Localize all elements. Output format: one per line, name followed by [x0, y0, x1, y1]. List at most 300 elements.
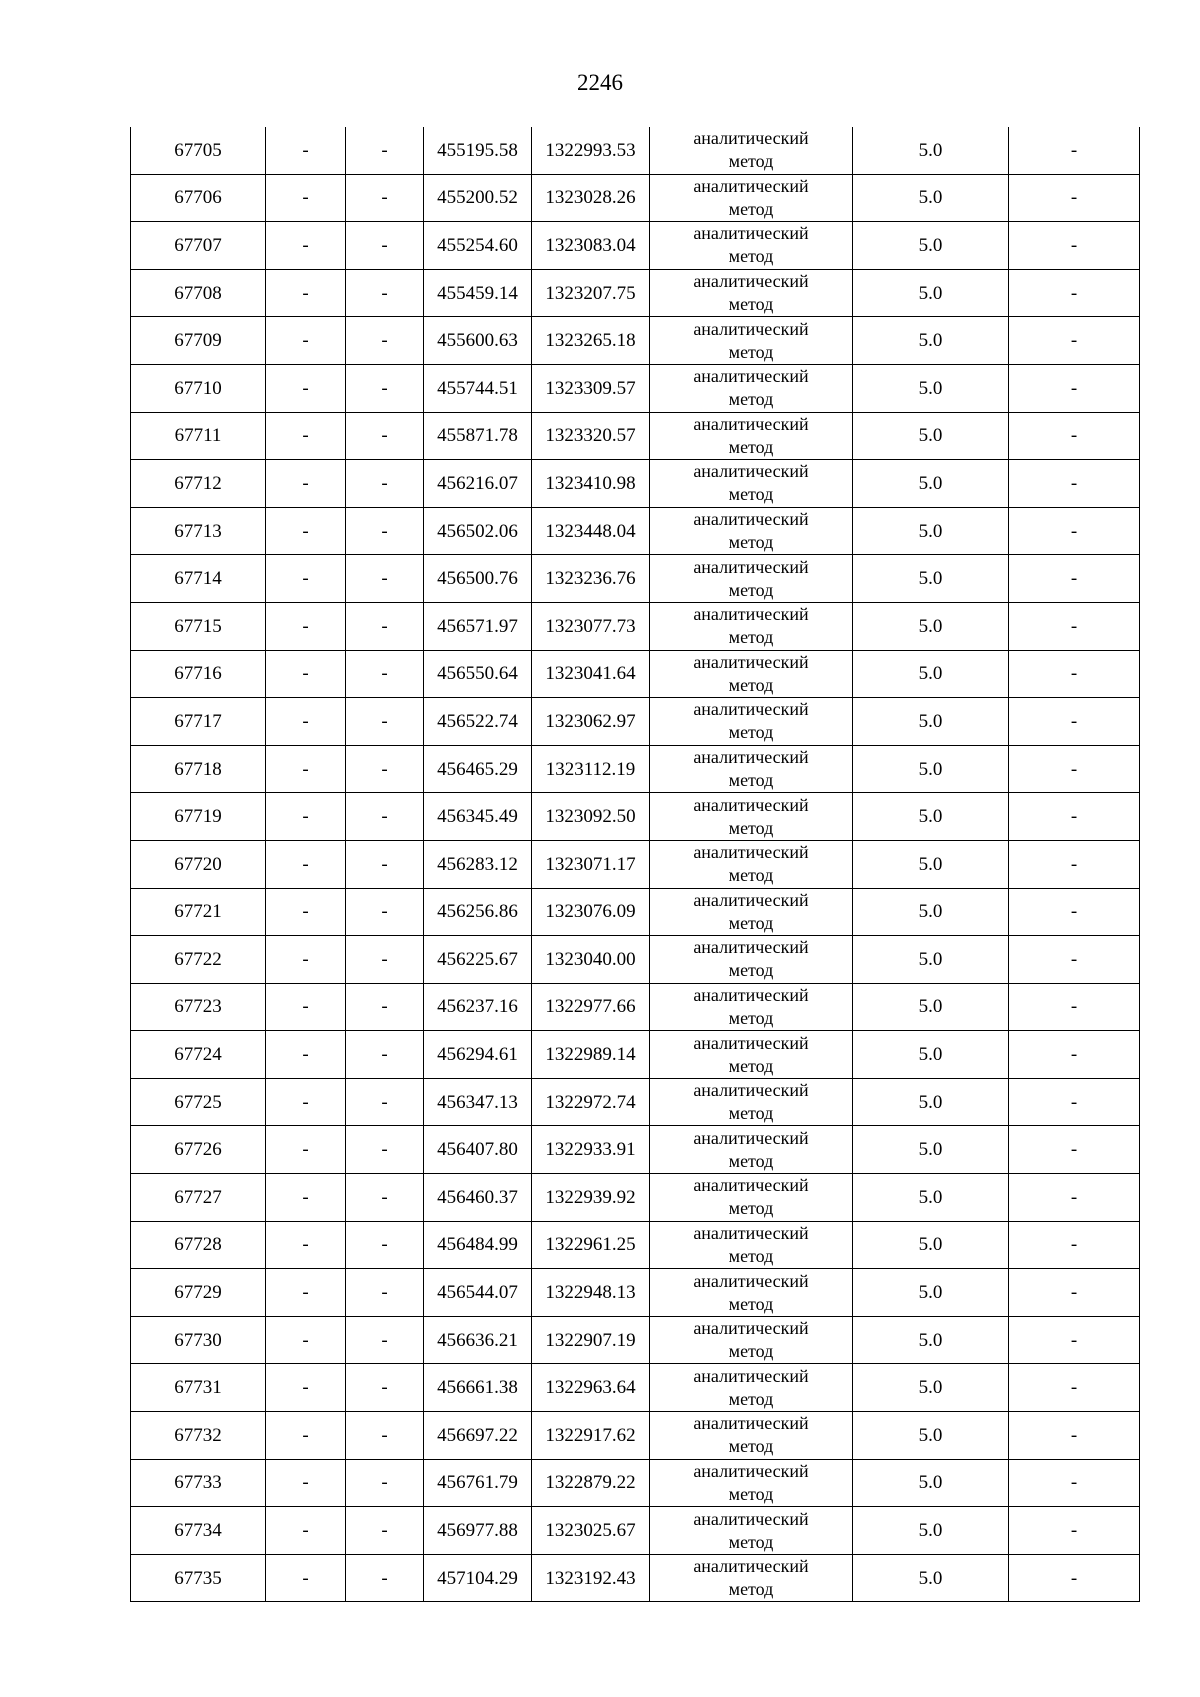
- y-coordinate-cell: 1322961.25: [532, 1221, 650, 1269]
- method-line-1: аналитический: [693, 651, 809, 672]
- method-cell: [650, 364, 853, 412]
- accuracy-cell: 5.0: [853, 507, 1009, 555]
- x-coordinate-cell: 456225.67: [424, 936, 532, 984]
- point-id-cell: 67719: [131, 793, 266, 841]
- y-coordinate-cell: 1323040.00: [532, 936, 650, 984]
- empty-x-cell: -: [266, 1031, 346, 1079]
- empty-y-cell: -: [346, 364, 424, 412]
- method-line-1: аналитический: [693, 1318, 809, 1339]
- method-line-1: аналитический: [693, 1365, 809, 1386]
- x-coordinate-cell: 456661.38: [424, 1364, 532, 1412]
- method-line-2: метод: [728, 1531, 774, 1552]
- empty-x-cell: -: [266, 460, 346, 508]
- method-cell: [650, 1078, 853, 1126]
- table-row: [131, 1078, 1140, 1126]
- y-coordinate-cell: 1322948.13: [532, 1269, 650, 1317]
- empty-x-cell: -: [266, 555, 346, 603]
- point-id-cell: 67709: [131, 317, 266, 365]
- empty-x-cell: -: [266, 1174, 346, 1222]
- note-cell: -: [1009, 793, 1140, 841]
- accuracy-cell: 5.0: [853, 1316, 1009, 1364]
- table-row: [131, 650, 1140, 698]
- table-row: [131, 1316, 1140, 1364]
- x-coordinate-cell: 456283.12: [424, 840, 532, 888]
- method-line-2: метод: [728, 579, 774, 600]
- empty-x-cell: -: [266, 793, 346, 841]
- method-cell: [650, 460, 853, 508]
- y-coordinate-cell: 1322993.53: [532, 127, 650, 174]
- method-cell: [650, 507, 853, 555]
- method-line-1: аналитический: [693, 556, 809, 577]
- method-cell: [650, 650, 853, 698]
- empty-x-cell: -: [266, 650, 346, 698]
- y-coordinate-cell: 1322972.74: [532, 1078, 650, 1126]
- method-line-1: аналитический: [693, 366, 809, 387]
- table-row: [131, 1174, 1140, 1222]
- note-cell: -: [1009, 1459, 1140, 1507]
- y-coordinate-cell: 1322907.19: [532, 1316, 650, 1364]
- x-coordinate-cell: 455195.58: [424, 127, 532, 174]
- empty-x-cell: -: [266, 888, 346, 936]
- point-id-cell: 67727: [131, 1174, 266, 1222]
- accuracy-cell: 5.0: [853, 127, 1009, 174]
- method-line-1: аналитический: [693, 1556, 809, 1577]
- method-cell: [650, 745, 853, 793]
- empty-y-cell: -: [346, 793, 424, 841]
- method-line-1: аналитический: [693, 413, 809, 434]
- table-row: [131, 412, 1140, 460]
- x-coordinate-cell: 455744.51: [424, 364, 532, 412]
- accuracy-cell: 5.0: [853, 1554, 1009, 1602]
- method-line-1: аналитический: [693, 461, 809, 482]
- method-line-2: метод: [728, 1103, 774, 1124]
- y-coordinate-cell: 1323083.04: [532, 222, 650, 270]
- point-id-cell: 67733: [131, 1459, 266, 1507]
- note-cell: -: [1009, 1174, 1140, 1222]
- table-row: [131, 936, 1140, 984]
- accuracy-cell: 5.0: [853, 983, 1009, 1031]
- point-id-cell: 67707: [131, 222, 266, 270]
- empty-y-cell: -: [346, 602, 424, 650]
- x-coordinate-cell: 456216.07: [424, 460, 532, 508]
- point-id-cell: 67720: [131, 840, 266, 888]
- x-coordinate-cell: 456484.99: [424, 1221, 532, 1269]
- method-line-1: аналитический: [693, 794, 809, 815]
- x-coordinate-cell: 456544.07: [424, 1269, 532, 1317]
- y-coordinate-cell: 1323076.09: [532, 888, 650, 936]
- empty-x-cell: -: [266, 1507, 346, 1555]
- table-row: [131, 1126, 1140, 1174]
- table-row: [131, 269, 1140, 317]
- point-id-cell: 67713: [131, 507, 266, 555]
- empty-x-cell: -: [266, 983, 346, 1031]
- note-cell: -: [1009, 174, 1140, 222]
- empty-y-cell: -: [346, 1554, 424, 1602]
- accuracy-cell: 5.0: [853, 1126, 1009, 1174]
- method-line-2: метод: [728, 674, 774, 695]
- y-coordinate-cell: 1323448.04: [532, 507, 650, 555]
- y-coordinate-cell: 1323077.73: [532, 602, 650, 650]
- empty-x-cell: -: [266, 1364, 346, 1412]
- table-row: [131, 1459, 1140, 1507]
- note-cell: -: [1009, 1554, 1140, 1602]
- point-id-cell: 67706: [131, 174, 266, 222]
- method-line-1: аналитический: [693, 937, 809, 958]
- method-line-1: аналитический: [693, 223, 809, 244]
- accuracy-cell: 5.0: [853, 269, 1009, 317]
- empty-y-cell: -: [346, 1364, 424, 1412]
- method-line-2: метод: [728, 1055, 774, 1076]
- empty-x-cell: -: [266, 936, 346, 984]
- table-row: [131, 602, 1140, 650]
- table-row: [131, 1412, 1140, 1460]
- empty-y-cell: -: [346, 983, 424, 1031]
- table-row: [131, 1554, 1140, 1602]
- table-row: [131, 888, 1140, 936]
- empty-x-cell: -: [266, 1316, 346, 1364]
- table-row: [131, 793, 1140, 841]
- method-line-1: аналитический: [693, 509, 809, 530]
- method-line-2: метод: [728, 1245, 774, 1266]
- accuracy-cell: 5.0: [853, 1364, 1009, 1412]
- note-cell: -: [1009, 650, 1140, 698]
- table-row: [131, 222, 1140, 270]
- accuracy-cell: 5.0: [853, 412, 1009, 460]
- y-coordinate-cell: 1323207.75: [532, 269, 650, 317]
- method-cell: [650, 1412, 853, 1460]
- table-row: [131, 1221, 1140, 1269]
- x-coordinate-cell: 455871.78: [424, 412, 532, 460]
- accuracy-cell: 5.0: [853, 1459, 1009, 1507]
- accuracy-cell: 5.0: [853, 698, 1009, 746]
- method-line-2: метод: [728, 770, 774, 791]
- y-coordinate-cell: 1322963.64: [532, 1364, 650, 1412]
- y-coordinate-cell: 1323410.98: [532, 460, 650, 508]
- note-cell: -: [1009, 1078, 1140, 1126]
- method-cell: [650, 1316, 853, 1364]
- note-cell: -: [1009, 840, 1140, 888]
- empty-x-cell: -: [266, 1269, 346, 1317]
- accuracy-cell: 5.0: [853, 1221, 1009, 1269]
- method-line-2: метод: [728, 817, 774, 838]
- note-cell: -: [1009, 1507, 1140, 1555]
- empty-x-cell: -: [266, 127, 346, 174]
- method-line-1: аналитический: [693, 1080, 809, 1101]
- method-line-1: аналитический: [693, 318, 809, 339]
- note-cell: -: [1009, 412, 1140, 460]
- x-coordinate-cell: 456500.76: [424, 555, 532, 603]
- x-coordinate-cell: 456460.37: [424, 1174, 532, 1222]
- point-id-cell: 67715: [131, 602, 266, 650]
- method-cell: [650, 317, 853, 365]
- method-line-1: аналитический: [693, 747, 809, 768]
- empty-y-cell: -: [346, 1174, 424, 1222]
- coordinates-table: [130, 127, 1140, 1602]
- method-line-2: метод: [728, 246, 774, 267]
- x-coordinate-cell: 457104.29: [424, 1554, 532, 1602]
- empty-y-cell: -: [346, 698, 424, 746]
- point-id-cell: 67731: [131, 1364, 266, 1412]
- method-cell: [650, 1174, 853, 1222]
- table-row: [131, 1364, 1140, 1412]
- empty-y-cell: -: [346, 412, 424, 460]
- y-coordinate-cell: 1322977.66: [532, 983, 650, 1031]
- page-number: 2246: [577, 70, 623, 95]
- y-coordinate-cell: 1322933.91: [532, 1126, 650, 1174]
- point-id-cell: 67705: [131, 127, 266, 174]
- empty-y-cell: -: [346, 1126, 424, 1174]
- method-cell: [650, 1507, 853, 1555]
- empty-y-cell: -: [346, 1221, 424, 1269]
- point-id-cell: 67723: [131, 983, 266, 1031]
- accuracy-cell: 5.0: [853, 555, 1009, 603]
- note-cell: -: [1009, 1364, 1140, 1412]
- y-coordinate-cell: 1322879.22: [532, 1459, 650, 1507]
- note-cell: -: [1009, 1412, 1140, 1460]
- method-line-2: метод: [728, 1293, 774, 1314]
- method-cell: [650, 1221, 853, 1269]
- empty-y-cell: -: [346, 1412, 424, 1460]
- note-cell: -: [1009, 745, 1140, 793]
- method-cell: [650, 983, 853, 1031]
- empty-x-cell: -: [266, 602, 346, 650]
- y-coordinate-cell: 1322989.14: [532, 1031, 650, 1079]
- method-cell: [650, 698, 853, 746]
- empty-y-cell: -: [346, 507, 424, 555]
- empty-y-cell: -: [346, 1269, 424, 1317]
- point-id-cell: 67711: [131, 412, 266, 460]
- method-cell: [650, 1126, 853, 1174]
- point-id-cell: 67722: [131, 936, 266, 984]
- method-line-2: метод: [728, 865, 774, 886]
- note-cell: -: [1009, 507, 1140, 555]
- accuracy-cell: 5.0: [853, 1031, 1009, 1079]
- empty-y-cell: -: [346, 650, 424, 698]
- point-id-cell: 67734: [131, 1507, 266, 1555]
- method-line-2: метод: [728, 960, 774, 981]
- accuracy-cell: 5.0: [853, 1078, 1009, 1126]
- method-cell: [650, 1031, 853, 1079]
- method-line-2: метод: [728, 1388, 774, 1409]
- note-cell: -: [1009, 983, 1140, 1031]
- point-id-cell: 67712: [131, 460, 266, 508]
- note-cell: -: [1009, 1316, 1140, 1364]
- point-id-cell: 67717: [131, 698, 266, 746]
- table-row: [131, 1269, 1140, 1317]
- method-line-2: метод: [728, 722, 774, 743]
- accuracy-cell: 5.0: [853, 460, 1009, 508]
- empty-x-cell: -: [266, 745, 346, 793]
- table-row: [131, 745, 1140, 793]
- table-row: [131, 317, 1140, 365]
- empty-y-cell: -: [346, 174, 424, 222]
- x-coordinate-cell: 456522.74: [424, 698, 532, 746]
- point-id-cell: 67735: [131, 1554, 266, 1602]
- point-id-cell: 67718: [131, 745, 266, 793]
- point-id-cell: 67732: [131, 1412, 266, 1460]
- method-line-1: аналитический: [693, 842, 809, 863]
- empty-y-cell: -: [346, 1316, 424, 1364]
- accuracy-cell: 5.0: [853, 174, 1009, 222]
- note-cell: -: [1009, 1269, 1140, 1317]
- empty-x-cell: -: [266, 1078, 346, 1126]
- method-line-1: аналитический: [693, 1175, 809, 1196]
- accuracy-cell: 5.0: [853, 602, 1009, 650]
- note-cell: -: [1009, 936, 1140, 984]
- note-cell: -: [1009, 1221, 1140, 1269]
- accuracy-cell: 5.0: [853, 936, 1009, 984]
- point-id-cell: 67716: [131, 650, 266, 698]
- accuracy-cell: 5.0: [853, 1507, 1009, 1555]
- note-cell: -: [1009, 364, 1140, 412]
- x-coordinate-cell: 456697.22: [424, 1412, 532, 1460]
- y-coordinate-cell: 1323025.67: [532, 1507, 650, 1555]
- method-cell: [650, 888, 853, 936]
- method-cell: [650, 1459, 853, 1507]
- point-id-cell: 67725: [131, 1078, 266, 1126]
- accuracy-cell: 5.0: [853, 888, 1009, 936]
- method-line-2: метод: [728, 151, 774, 172]
- empty-y-cell: -: [346, 317, 424, 365]
- table-row: [131, 840, 1140, 888]
- x-coordinate-cell: 456465.29: [424, 745, 532, 793]
- accuracy-cell: 5.0: [853, 650, 1009, 698]
- x-coordinate-cell: 456636.21: [424, 1316, 532, 1364]
- method-line-1: аналитический: [693, 128, 809, 149]
- table-row: [131, 174, 1140, 222]
- empty-y-cell: -: [346, 888, 424, 936]
- x-coordinate-cell: 455200.52: [424, 174, 532, 222]
- note-cell: -: [1009, 222, 1140, 270]
- coordinates-table-body: [131, 127, 1140, 1602]
- method-line-2: метод: [728, 484, 774, 505]
- method-line-2: метод: [728, 294, 774, 315]
- empty-y-cell: -: [346, 745, 424, 793]
- y-coordinate-cell: 1323092.50: [532, 793, 650, 841]
- empty-x-cell: -: [266, 1412, 346, 1460]
- table-row: [131, 555, 1140, 603]
- table-row: [131, 1031, 1140, 1079]
- empty-x-cell: -: [266, 364, 346, 412]
- method-cell: [650, 793, 853, 841]
- method-line-1: аналитический: [693, 604, 809, 625]
- accuracy-cell: 5.0: [853, 317, 1009, 365]
- x-coordinate-cell: 455254.60: [424, 222, 532, 270]
- method-line-2: метод: [728, 912, 774, 933]
- method-cell: [650, 1364, 853, 1412]
- method-cell: [650, 840, 853, 888]
- method-line-1: аналитический: [693, 699, 809, 720]
- y-coordinate-cell: 1323041.64: [532, 650, 650, 698]
- y-coordinate-cell: 1323236.76: [532, 555, 650, 603]
- empty-y-cell: -: [346, 555, 424, 603]
- method-line-2: метод: [728, 1150, 774, 1171]
- method-line-2: метод: [728, 1341, 774, 1362]
- empty-x-cell: -: [266, 1221, 346, 1269]
- accuracy-cell: 5.0: [853, 1174, 1009, 1222]
- point-id-cell: 67728: [131, 1221, 266, 1269]
- accuracy-cell: 5.0: [853, 840, 1009, 888]
- method-line-2: метод: [728, 1007, 774, 1028]
- x-coordinate-cell: 456550.64: [424, 650, 532, 698]
- method-cell: [650, 174, 853, 222]
- empty-y-cell: -: [346, 269, 424, 317]
- method-line-1: аналитический: [693, 271, 809, 292]
- empty-y-cell: -: [346, 222, 424, 270]
- method-cell: [650, 412, 853, 460]
- method-line-1: аналитический: [693, 1508, 809, 1529]
- method-cell: [650, 602, 853, 650]
- table-row: [131, 507, 1140, 555]
- method-line-2: метод: [728, 436, 774, 457]
- empty-y-cell: -: [346, 840, 424, 888]
- method-cell: [650, 936, 853, 984]
- empty-x-cell: -: [266, 1554, 346, 1602]
- method-cell: [650, 555, 853, 603]
- x-coordinate-cell: 456502.06: [424, 507, 532, 555]
- method-cell: [650, 222, 853, 270]
- y-coordinate-cell: 1323320.57: [532, 412, 650, 460]
- point-id-cell: 67726: [131, 1126, 266, 1174]
- y-coordinate-cell: 1323309.57: [532, 364, 650, 412]
- method-line-1: аналитический: [693, 984, 809, 1005]
- accuracy-cell: 5.0: [853, 793, 1009, 841]
- empty-x-cell: -: [266, 317, 346, 365]
- method-line-2: метод: [728, 1579, 774, 1600]
- note-cell: -: [1009, 127, 1140, 174]
- x-coordinate-cell: 456407.80: [424, 1126, 532, 1174]
- point-id-cell: 67708: [131, 269, 266, 317]
- point-id-cell: 67729: [131, 1269, 266, 1317]
- method-line-1: аналитический: [693, 889, 809, 910]
- empty-y-cell: -: [346, 1459, 424, 1507]
- empty-x-cell: -: [266, 507, 346, 555]
- y-coordinate-cell: 1323265.18: [532, 317, 650, 365]
- table-row: [131, 983, 1140, 1031]
- table-row: [131, 127, 1140, 174]
- empty-x-cell: -: [266, 1126, 346, 1174]
- empty-y-cell: -: [346, 127, 424, 174]
- method-line-2: метод: [728, 1198, 774, 1219]
- note-cell: -: [1009, 317, 1140, 365]
- y-coordinate-cell: 1323062.97: [532, 698, 650, 746]
- x-coordinate-cell: 456761.79: [424, 1459, 532, 1507]
- x-coordinate-cell: 456571.97: [424, 602, 532, 650]
- y-coordinate-cell: 1323112.19: [532, 745, 650, 793]
- x-coordinate-cell: 456977.88: [424, 1507, 532, 1555]
- x-coordinate-cell: 455600.63: [424, 317, 532, 365]
- empty-y-cell: -: [346, 936, 424, 984]
- method-cell: [650, 269, 853, 317]
- method-line-1: аналитический: [693, 1127, 809, 1148]
- empty-y-cell: -: [346, 1507, 424, 1555]
- y-coordinate-cell: 1323192.43: [532, 1554, 650, 1602]
- table-row: [131, 460, 1140, 508]
- table-row: [131, 698, 1140, 746]
- method-line-2: метод: [728, 627, 774, 648]
- empty-x-cell: -: [266, 412, 346, 460]
- x-coordinate-cell: 455459.14: [424, 269, 532, 317]
- y-coordinate-cell: 1322917.62: [532, 1412, 650, 1460]
- method-line-2: метод: [728, 389, 774, 410]
- accuracy-cell: 5.0: [853, 222, 1009, 270]
- note-cell: -: [1009, 888, 1140, 936]
- method-line-2: метод: [728, 341, 774, 362]
- method-line-2: метод: [728, 198, 774, 219]
- empty-y-cell: -: [346, 1031, 424, 1079]
- point-id-cell: 67714: [131, 555, 266, 603]
- empty-x-cell: -: [266, 174, 346, 222]
